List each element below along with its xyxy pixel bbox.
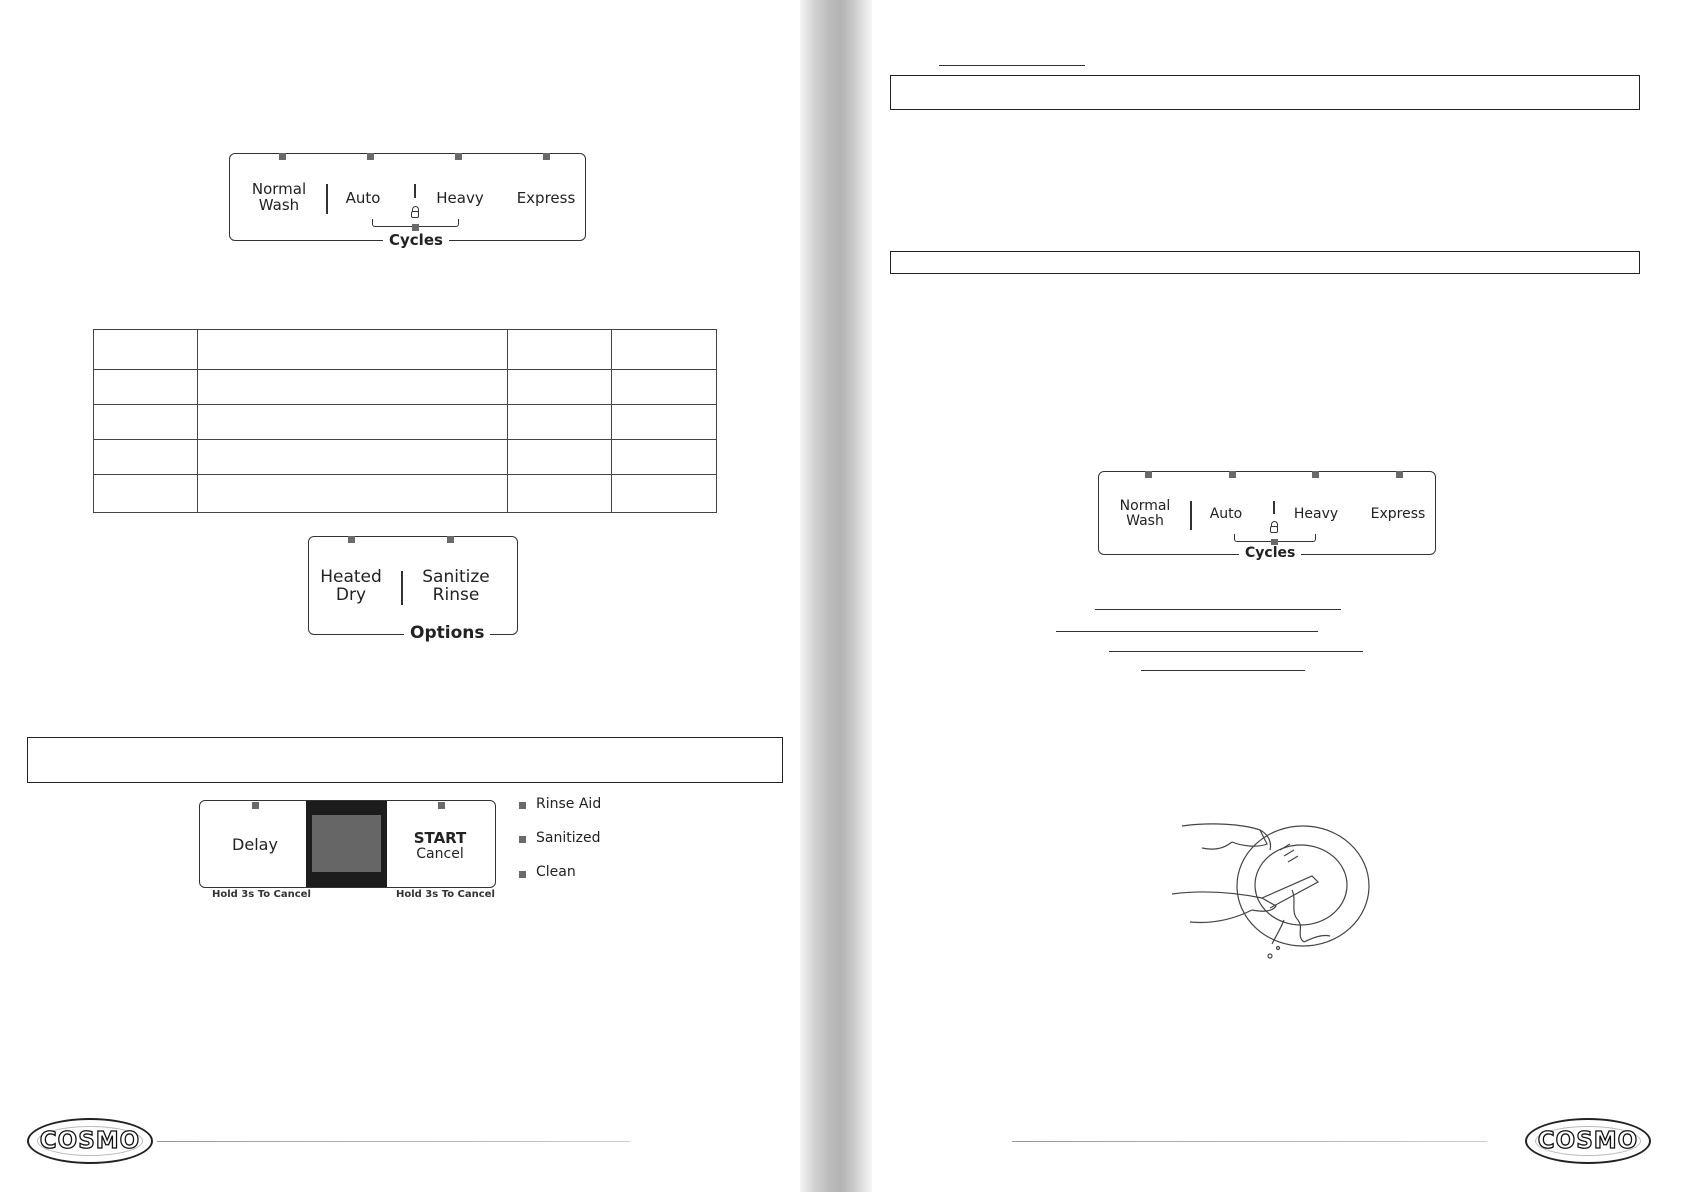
display	[306, 800, 387, 888]
plate-scraping-illustration	[1172, 820, 1372, 965]
heavy-led	[1312, 471, 1319, 478]
underline	[1109, 651, 1363, 652]
table-row	[94, 440, 717, 475]
start-label: START	[413, 829, 467, 847]
left-page	[0, 0, 800, 1192]
page-spine	[800, 0, 872, 1192]
lock-icon	[1270, 526, 1278, 533]
heated-dry-led	[348, 536, 355, 543]
sanitize-rinse-button[interactable]	[407, 569, 505, 605]
express-label: Express	[516, 189, 576, 207]
normal-wash-led	[279, 153, 286, 160]
underline	[1056, 631, 1318, 632]
auto-label: Auto	[345, 189, 381, 207]
rinse-label: Rinse	[432, 584, 480, 605]
cycles-legend: Cycles	[1239, 545, 1301, 561]
normal-wash-led	[1145, 471, 1152, 478]
start-led	[438, 802, 445, 809]
lock-led	[412, 224, 419, 231]
sanitize-label: Sanitize	[422, 567, 490, 587]
table-row	[94, 405, 717, 440]
cycles-panel-right	[1098, 471, 1436, 561]
express-button[interactable]	[1363, 507, 1433, 522]
underline	[1141, 670, 1305, 671]
underline	[1095, 609, 1341, 610]
normal-wash-label-2: Wash	[1126, 512, 1164, 529]
rinse-aid-indicator	[519, 802, 526, 809]
clean-indicator	[519, 871, 526, 878]
lock-icon	[411, 211, 419, 218]
normal-wash-label-1: Normal	[251, 180, 307, 198]
heated-label: Heated	[320, 567, 382, 587]
logo-text: COSMO	[1537, 1128, 1639, 1154]
heavy-button[interactable]	[428, 191, 492, 207]
rinse-aid-label: Rinse Aid	[536, 796, 602, 812]
start-cancel-button[interactable]	[390, 831, 490, 861]
divider	[1273, 501, 1275, 514]
options-panel	[308, 536, 518, 643]
divider	[326, 184, 328, 214]
heavy-label: Heavy	[436, 189, 484, 207]
sanitized-label: Sanitized	[536, 830, 601, 846]
heated-dry-button[interactable]	[313, 569, 389, 605]
divider	[401, 571, 403, 605]
express-led	[543, 153, 550, 160]
heavy-led	[455, 153, 462, 160]
heavy-button[interactable]	[1285, 507, 1347, 522]
heavy-label: Heavy	[1293, 506, 1339, 522]
delay-led	[252, 802, 259, 809]
auto-led	[367, 153, 374, 160]
cosmo-logo	[27, 1118, 153, 1164]
auto-label: Auto	[1209, 506, 1243, 522]
display-screen	[312, 815, 381, 872]
dry-label: Dry	[335, 584, 367, 605]
auto-button[interactable]	[1202, 507, 1250, 522]
divider	[1190, 501, 1192, 530]
clean-label: Clean	[536, 864, 576, 880]
cosmo-logo	[1525, 1118, 1651, 1164]
section-header-box	[27, 737, 783, 783]
footer-rule	[1012, 1141, 1487, 1142]
normal-wash-button[interactable]	[1112, 499, 1178, 528]
section-header-box	[890, 75, 1640, 110]
delay-button[interactable]: Delay	[232, 835, 278, 854]
express-label: Express	[1370, 506, 1426, 522]
table-row	[94, 330, 717, 370]
auto-led	[1229, 471, 1236, 478]
auto-button[interactable]	[338, 191, 388, 207]
section-header-box	[890, 251, 1640, 274]
cycle-table	[93, 329, 717, 513]
cancel-label: Cancel	[416, 845, 464, 862]
control-panel	[199, 800, 496, 888]
normal-wash-button[interactable]	[244, 182, 314, 214]
right-page	[872, 0, 1685, 1192]
cycles-panel	[229, 153, 586, 249]
logo-text: COSMO	[39, 1128, 141, 1154]
normal-wash-label-2: Wash	[258, 195, 300, 214]
cycles-legend: Cycles	[383, 231, 449, 249]
options-legend: Options	[404, 623, 490, 643]
start-caption: Hold 3s To Cancel	[396, 889, 495, 900]
delay-caption: Hold 3s To Cancel	[212, 889, 311, 900]
table-row	[94, 370, 717, 405]
underline	[939, 65, 1085, 66]
express-button[interactable]	[511, 191, 581, 207]
footer-rule	[157, 1141, 630, 1142]
express-led	[1396, 471, 1403, 478]
table-row	[94, 475, 717, 513]
sanitized-indicator	[519, 836, 526, 843]
divider	[414, 184, 416, 198]
normal-wash-label-1: Normal	[1119, 498, 1171, 514]
sanitize-rinse-led	[447, 536, 454, 543]
